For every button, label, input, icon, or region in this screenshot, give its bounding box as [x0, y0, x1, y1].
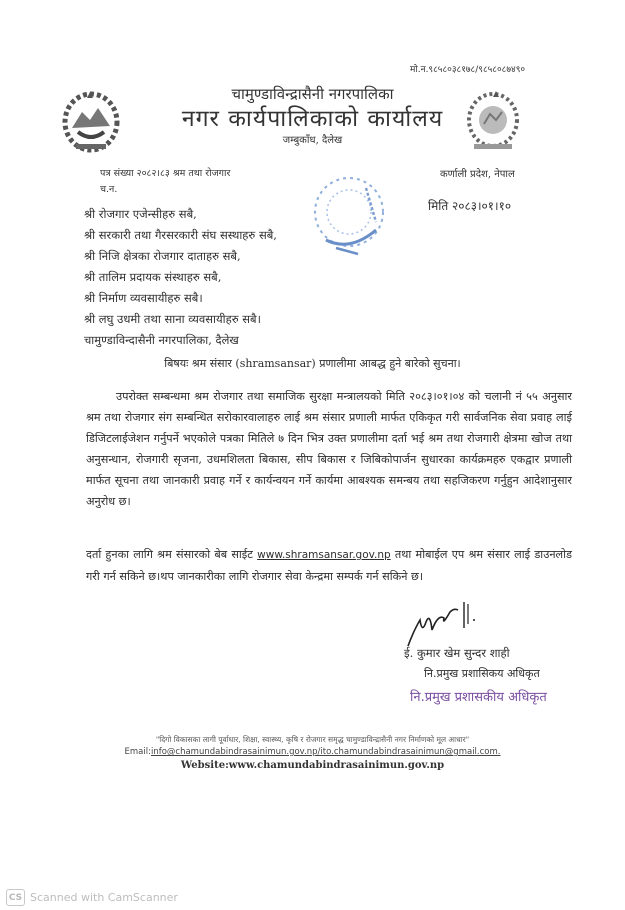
- reference-number: पत्र संख्या २०८२।८३ श्रम तथा रोजगार: [100, 168, 231, 179]
- camscanner-watermark: [6, 889, 178, 906]
- addressee-item: श्री निर्माण व्यवसायीहरु सबै।: [84, 291, 203, 305]
- signatory-name: ई. कुमार खेम सुन्दर शाही: [404, 646, 510, 660]
- body-paragraph-2: [86, 544, 572, 587]
- paragraph-2-text-before: दर्ता हुनका लागि श्रम संसारको बेब साईट: [86, 548, 258, 561]
- addressee-item: चामुण्डाविन्दासैनी नगरपालिका, दैलेख: [84, 333, 239, 347]
- dispatch-number: च.न.: [100, 184, 118, 195]
- footer-email: [0, 747, 625, 757]
- signature-scribble-icon: [404, 600, 484, 648]
- addressee-item: श्री तालिम प्रदायक संस्थाहरु सबै,: [84, 270, 222, 284]
- office-location: जम्बुकाँध, दैलेख: [282, 135, 343, 146]
- camscanner-label: Scanned with CamScanner: [30, 891, 178, 904]
- shramsansar-website-link[interactable]: www.shramsansar.gov.np: [257, 549, 391, 561]
- office-seal-icon: [306, 170, 392, 260]
- email-label: Email:: [124, 747, 151, 757]
- footer-website[interactable]: Website:www.chamundabindrasainimun.gov.np: [180, 760, 445, 771]
- addressee-item: श्री लघु उधमी तथा साना व्यवसायीहरु सबै।: [84, 312, 261, 326]
- email-link[interactable]: info@chamundabindrasainimun.gov.np/ito.chamundabindrasainimun@gmail.com.: [150, 747, 501, 757]
- letter-date: मिति २०८३।०१।१०: [428, 199, 512, 213]
- signatory-stamp: नि.प्रमुख प्रशासकीय अधिकृत: [410, 690, 547, 705]
- signatory-title: नि.प्रमुख प्रशासिकय अधिकृत: [424, 667, 540, 680]
- phone-number: मो.न.९८५८०३८१७८/९८५८०८७४९०: [410, 65, 526, 75]
- camscanner-logo-icon: CS: [6, 889, 25, 906]
- addressee-list: [84, 204, 277, 351]
- addressee-item: श्री सरकारी तथा गैरसरकारी संघ सस्थाहरु सबै,: [84, 228, 277, 242]
- addressee-item: श्री निजि क्षेत्रका रोजगार दाताहरु सबै,: [84, 249, 241, 263]
- municipality-name: चामुण्डाविन्द्रासैनी नगरपालिका: [231, 85, 394, 103]
- letter-subject: बिषयः श्रम संसार (shramsansar) प्रणालीमा आबद्ध हुने बारेको सुचना।: [164, 357, 461, 370]
- addressee-item: श्री रोजगार एजेन्सीहरु सबै,: [84, 207, 197, 221]
- province: कर्णाली प्रदेश, नेपाल: [440, 169, 515, 180]
- office-title: नगर कार्यपालिकाको कार्यालय: [181, 106, 444, 132]
- body-paragraph-1: उपरोक्त सम्बन्धमा श्रम रोजगार तथा समाजिक सुरक्षा मन्त्रालयको मिति २०८३।०१।०४ को चलानी नं ५५ अनुसार श्रम तथा रोजगार संग सम्बन्धित सरोकारवालाहरु लाई श्रम संसार प्रणाली मार्फत एकिकृत गरी सार्वजनिक सेवा प्रवाह लाई डिजिटलाईजेशन गर्नुपर्ने भएकोले पत्रका मितिले ७ दिन भित्र उक्त प्रणालीमा दर्ता भई श्रम तथा रोजगारी क्षेत्रमा खोज तथा अनुसन्धान, रोजगारी सृजना, उधमशिलता बिकास, सीप बिकास र जिबिकोपार्जन सुधारका कार्यक्रमहरु एकद्वार प्रणाली मार्फत सूचना तथा जानकारी प्रवाह गर्ने र कार्यन्वयन गर्ने कार्यमा आबश्यक समन्बय तथा सहजिकरण गर्नुहुन आदेशानुसार अनुरोध छ।: [86, 390, 572, 508]
- footer-motto: "दिगो विकासका लागी पूर्वाधार, शिक्षा, स्वास्थ्य, कृषि र रोजगार समृद्ध चामुण्डाविन्द्रासैनी नगर निर्माणको मूल आधार": [155, 735, 470, 744]
- paragraph-2-text-after: तथा मोबाईल एप श्रम संसार लाई डाउनलोड गरी गर्न सकिने छ।थप जानकारीका लागि रोजगार सेवा केन्द्रमा सम्पर्क गर्न सकिने छ।: [86, 548, 573, 583]
